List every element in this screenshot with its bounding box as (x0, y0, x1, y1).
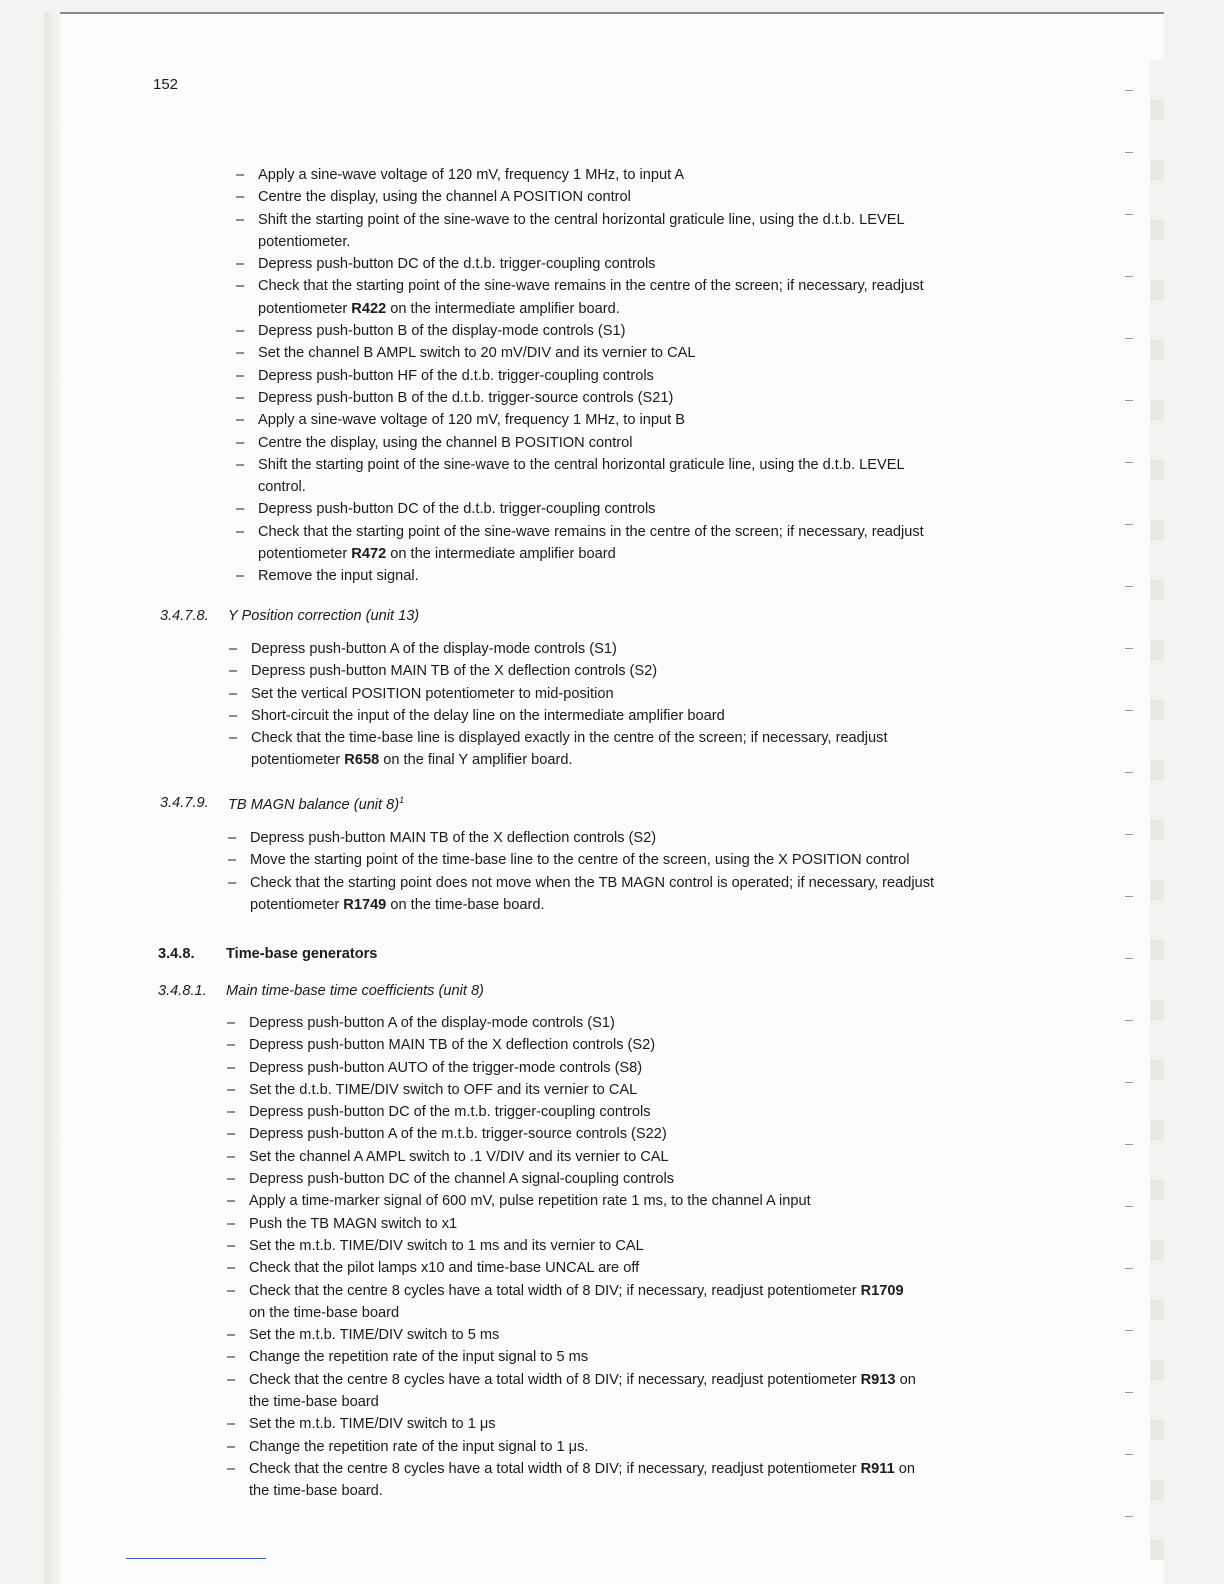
component-ref: R1749 (343, 896, 387, 913)
step-text: Check that the starting point of the sine-wave remains in the centre of the screen; if necessary, readjust (258, 278, 924, 295)
step-text: Set the d.t.b. TIME/DIV switch to OFF and its vernier to CAL (249, 1081, 638, 1098)
step-item (236, 342, 1056, 364)
step-item (229, 705, 1059, 727)
step-text: Depress push-button DC of the d.t.b. trigger-coupling controls (258, 501, 656, 518)
step-text: Change the repetition rate of the input signal to 5 ms (249, 1349, 589, 1366)
step-item (227, 1257, 1057, 1279)
section-title (228, 795, 404, 813)
margin-tick (1125, 896, 1133, 897)
step-text: Depress push-button B of the d.t.b. trigger-source controls (S21) (258, 389, 674, 406)
step-item (227, 1324, 1057, 1346)
step-text: Apply a sine-wave voltage of 120 mV, frequency 1 MHz, to input A (258, 167, 685, 183)
step-item (227, 1369, 1057, 1414)
step-text-line2: control. (258, 479, 306, 496)
page-number: 152 (153, 76, 179, 93)
step-item (236, 320, 1056, 342)
step-text: Apply a sine-wave voltage of 120 mV, frequency 1 MHz, to input B (258, 412, 685, 429)
step-text: Depress push-button AUTO of the trigger-mode controls (S8) (249, 1059, 643, 1076)
margin-ticks (1125, 0, 1135, 1584)
step-item (227, 1057, 1057, 1079)
step-text: Remove the input signal. (258, 568, 419, 585)
margin-tick (1125, 958, 1133, 959)
component-ref: R911 (860, 1460, 895, 1477)
step-item (229, 727, 1059, 772)
step-item (227, 1079, 1057, 1101)
step-item (227, 1346, 1057, 1368)
step-item (236, 209, 1056, 254)
step-item (236, 432, 1056, 454)
steps-3479-list (228, 827, 1058, 916)
step-text: Change the repetition rate of the input signal to 1 μs. (249, 1438, 589, 1455)
section-number: 3.4.7.9. (160, 795, 209, 811)
component-ref: R472 (351, 546, 387, 563)
margin-tick (1125, 1516, 1133, 1517)
step-text-line2: potentiometer (258, 546, 352, 563)
step-item (236, 387, 1056, 409)
step-text: Depress push-button B of the display-mode controls (S1) (258, 323, 626, 340)
step-text: Check that the starting point of the sine-wave remains in the centre of the screen; if necessary, readjust (258, 523, 924, 540)
step-item (227, 1458, 1057, 1503)
section-title: Y Position correction (unit 13) (228, 608, 420, 624)
step-item (236, 275, 1056, 320)
steps-3481-list (227, 1012, 1057, 1503)
step-text: Apply a time-marker signal of 600 mV, pulse repetition rate 1 ms, to the channel A input (249, 1193, 811, 1210)
margin-tick (1125, 1144, 1133, 1145)
step-item (227, 1280, 1057, 1325)
step-item (227, 1235, 1057, 1257)
step-text: Check that the centre 8 cycles have a total width of 8 DIV; if necessary, readjust potentiometer (249, 1371, 861, 1388)
step-text: Depress push-button A of the display-mode controls (S1) (249, 1015, 615, 1031)
step-text: Depress push-button DC of the d.t.b. trigger-coupling controls (258, 256, 656, 273)
margin-tick (1125, 1082, 1133, 1083)
section-number: 3.4.7.8. (160, 608, 209, 624)
step-text: Set the vertical POSITION potentiometer to mid-position (251, 685, 614, 702)
step-text: Check that the time-base line is displayed exactly in the centre of the screen; if necessary, readjust (251, 730, 888, 747)
step-item (227, 1168, 1057, 1190)
step-item (236, 521, 1056, 566)
step-text: Set the m.t.b. TIME/DIV switch to 1 ms and its vernier to CAL (249, 1237, 644, 1254)
step-text: Depress push-button A of the m.t.b. trigger-source controls (S22) (249, 1126, 667, 1143)
footnote-rule (126, 1558, 266, 1559)
step-text-tail: on (894, 1460, 916, 1477)
margin-tick (1125, 772, 1133, 773)
step-item (227, 1190, 1057, 1212)
margin-tick (1125, 400, 1133, 401)
step-item (229, 638, 1059, 660)
steps-top-block (236, 164, 1056, 588)
step-item (236, 565, 1056, 587)
steps-3481-block (227, 1012, 1057, 1503)
step-text-line2-tail: on the final Y amplifier board. (379, 752, 573, 769)
step-text: Set the m.t.b. TIME/DIV switch to 5 ms (249, 1327, 500, 1344)
step-text-line2: potentiometer (251, 752, 345, 769)
margin-tick (1125, 1268, 1133, 1269)
step-text-line2: on the time-base board (249, 1304, 400, 1321)
step-text-line2: potentiometer (250, 896, 344, 913)
margin-tick (1125, 648, 1133, 649)
steps-3478-list (229, 638, 1059, 772)
step-text: Depress push-button MAIN TB of the X deflection controls (S2) (250, 830, 657, 846)
step-item (236, 498, 1056, 520)
step-text-line2: the time-base board. (249, 1483, 383, 1500)
step-text: Set the m.t.b. TIME/DIV switch to 1 μs (249, 1416, 496, 1433)
step-text: Shift the starting point of the sine-wave to the central horizontal graticule line, using the d.t.b. LEVEL (258, 211, 905, 228)
step-text: Depress push-button HF of the d.t.b. trigger-coupling controls (258, 367, 654, 384)
step-text: Move the starting point of the time-base line to the centre of the screen, using the X POSITION control (250, 852, 910, 869)
margin-tick (1125, 462, 1133, 463)
step-text: Shift the starting point of the sine-wave to the central horizontal graticule line, using the d.t.b. LEVEL (258, 456, 905, 473)
step-item (229, 660, 1059, 682)
step-item (236, 186, 1056, 208)
margin-tick (1125, 338, 1133, 339)
component-ref: R1709 (860, 1282, 904, 1299)
step-text-tail: on (895, 1371, 916, 1388)
step-text: Push the TB MAGN switch to x1 (249, 1215, 458, 1232)
step-text: Centre the display, using the channel A POSITION control (258, 189, 631, 206)
step-text-line2-tail: on the time-base board. (386, 896, 545, 913)
step-text: Depress push-button DC of the m.t.b. trigger-coupling controls (249, 1104, 651, 1121)
step-item (228, 827, 1058, 849)
step-item (227, 1101, 1057, 1123)
step-item (236, 253, 1056, 275)
top-rule (60, 12, 1164, 14)
right-scan-edge (1150, 60, 1164, 1560)
margin-tick (1125, 1330, 1133, 1331)
step-item (236, 454, 1056, 499)
step-text: Depress push-button MAIN TB of the X deflection controls (S2) (249, 1037, 656, 1054)
step-item (236, 365, 1056, 387)
step-text: Short-circuit the input of the delay line on the intermediate amplifier board (251, 707, 725, 724)
step-item (228, 849, 1058, 871)
section-title: Main time-base time coefficients (unit 8) (226, 983, 484, 999)
step-item (227, 1436, 1057, 1458)
step-item (227, 1012, 1057, 1034)
section-title-text: TB MAGN balance (unit 8) (228, 796, 400, 813)
component-ref: R658 (344, 752, 380, 769)
margin-tick (1125, 90, 1133, 91)
margin-tick (1125, 276, 1133, 277)
footnote-marker: 1 (399, 795, 405, 805)
step-item (227, 1123, 1057, 1145)
step-item (227, 1213, 1057, 1235)
step-text: Check that the starting point does not move when the TB MAGN control is operated; if necessary, readjust (250, 874, 935, 891)
step-text: Check that the centre 8 cycles have a total width of 8 DIV; if necessary, readjust potentiometer (249, 1282, 861, 1299)
step-item (236, 164, 1056, 186)
step-text-line2: potentiometer. (258, 233, 351, 250)
steps-3479-block (228, 827, 1058, 916)
step-text-line2-tail: on the intermediate amplifier board (386, 546, 616, 563)
step-text-line2: the time-base board (249, 1394, 379, 1411)
step-text: Centre the display, using the channel B POSITION control (258, 434, 633, 451)
component-ref: R422 (351, 300, 387, 317)
margin-tick (1125, 1392, 1133, 1393)
step-text-line2: potentiometer (258, 300, 352, 317)
step-item (229, 683, 1059, 705)
margin-tick (1125, 710, 1133, 711)
steps-top-list (236, 164, 1056, 588)
margin-tick (1125, 524, 1133, 525)
steps-3478-block (229, 638, 1059, 772)
step-item (227, 1034, 1057, 1056)
step-item (227, 1146, 1057, 1168)
step-text: Set the channel A AMPL switch to .1 V/DIV and its vernier to CAL (249, 1148, 669, 1165)
page-left-shadow (44, 12, 60, 1584)
step-item (236, 409, 1056, 431)
margin-tick (1125, 1454, 1133, 1455)
step-text: Check that the pilot lamps x10 and time-base UNCAL are off (249, 1260, 640, 1277)
step-text: Depress push-button DC of the channel A signal-coupling controls (249, 1171, 675, 1188)
step-item (228, 872, 1058, 917)
margin-tick (1125, 152, 1133, 153)
step-item (227, 1413, 1057, 1435)
step-text: Depress push-button MAIN TB of the X deflection controls (S2) (251, 663, 658, 680)
section-title: Time-base generators (226, 946, 378, 962)
step-text: Depress push-button A of the display-mode controls (S1) (251, 641, 617, 657)
section-number: 3.4.8. (158, 946, 195, 962)
margin-tick (1125, 1020, 1133, 1021)
component-ref: R913 (860, 1371, 896, 1388)
margin-tick (1125, 586, 1133, 587)
section-number: 3.4.8.1. (158, 983, 207, 999)
margin-tick (1125, 834, 1133, 835)
step-text: Set the channel B AMPL switch to 20 mV/DIV and its vernier to CAL (258, 345, 696, 362)
step-text: Check that the centre 8 cycles have a total width of 8 DIV; if necessary, readjust potentiometer (249, 1460, 861, 1477)
step-text-line2-tail: on the intermediate amplifier board. (386, 300, 620, 317)
margin-tick (1125, 214, 1133, 215)
margin-tick (1125, 1206, 1133, 1207)
